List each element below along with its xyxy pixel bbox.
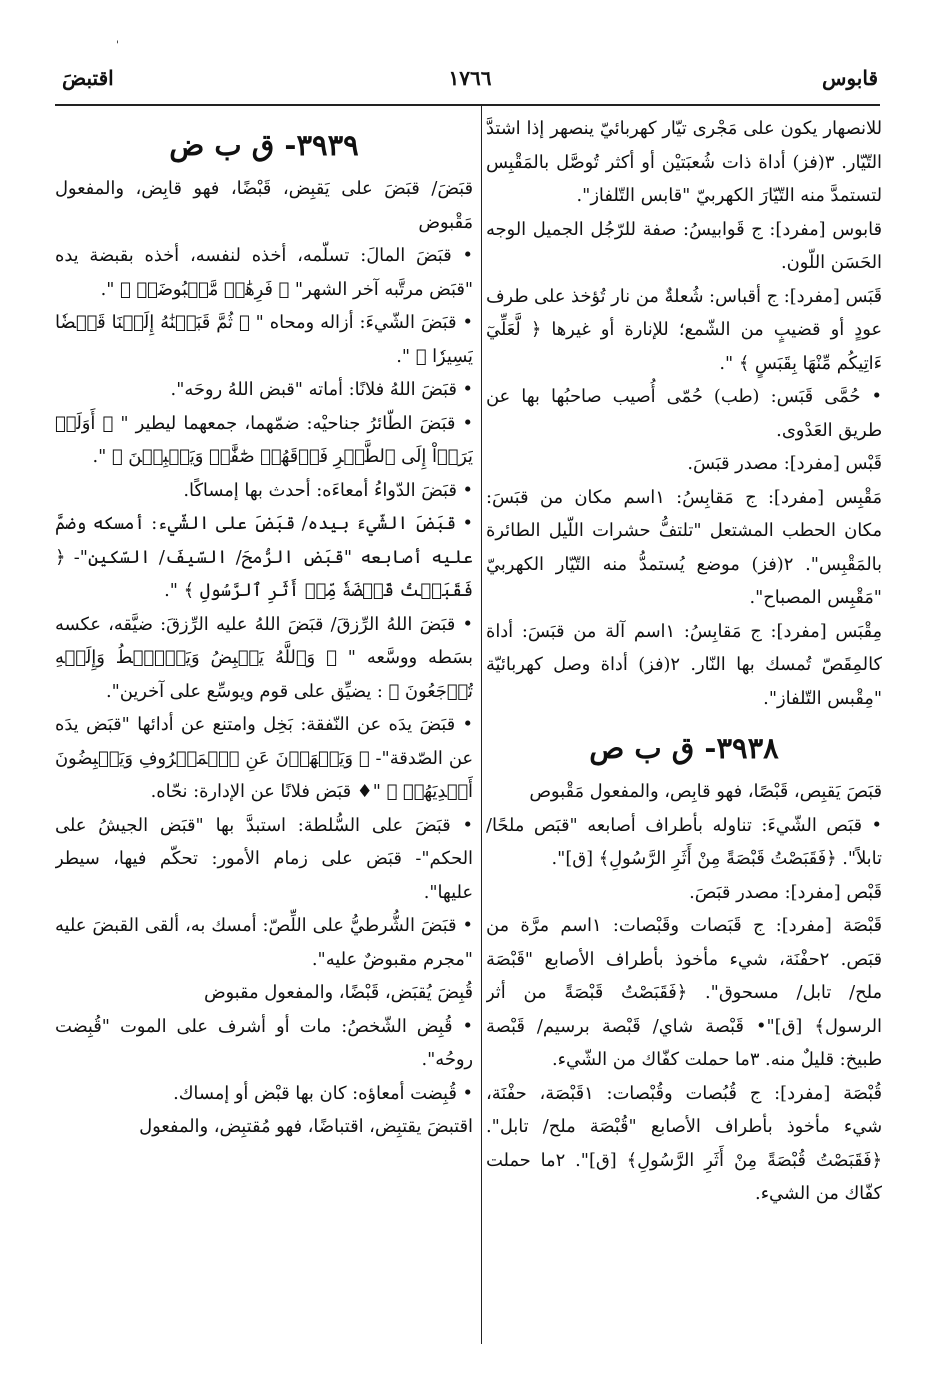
header-rule xyxy=(55,104,880,106)
entry-paragraph: • قبَضَ على السُّلطة: استبدَّ بها "قبَض الجيشُ على الحكم"- قبَض على زمام الأمور: تحكّم فيها، سيطر عليها". xyxy=(55,814,473,903)
header-left-word: اقتبضَ xyxy=(62,66,114,90)
entry-paragraph: • قبَص الشّيءَ: تناوله بأطراف أصابعه "قبَص ملحًا/ تابلاً". ﴿فَقَبَصْتُ قَبْصَةً مِنْ أَثَرِ الرَّسُولِ﴾ [ق]". xyxy=(486,814,882,869)
entry-paragraph: قُبِضَ يُقبَض، قَبْضًا، والمفعول مقبوض xyxy=(203,982,473,1003)
entry-paragraph: • قبَضَ اللهُ الرِّزقَ/ قبَضَ اللهُ عليه الرِّزقَ: ضيَّقه، عكسه بسَطه ووسَّعه " ﴿ وَٱللَّهُ يَقۡبِضُ وَيَبۡصُۜطُ وَإِلَيۡهِ تُرۡجَعُونَ ﴾ : يضيِّق على قوم ويوسِّع على آخرين". xyxy=(55,613,473,702)
entry-paragraph: قَبْص [مفرد]: مصدر قبَصَ. xyxy=(689,881,882,903)
entry-paragraph: • قبَضَ المالَ: تسلّمه، أخذه لنفسه، أخذه بقبضة يده "قبَض مرتَّبه آخر الشهر" ﴿ فَرِهَٰنٞ مَّقۡبُوضَةٞ ﴾ ". xyxy=(55,245,473,300)
entry-paragraph: للانصهار يكون على مَجْرى تيّار كهربائيّ ينصهر إذا اشتدَّ التّيّار. ٣(فز) أداة ذات شُعبَتيْن أو أكثر تُوصَّل بالمَقْبِس لتستمدَّ منه التّيّارَ الكهربيّ "قابس التّلفاز". xyxy=(486,118,882,206)
entry-paragraph: • قبَضَ الطّائرُ جناحيْه: ضمّهما، جمعهما ليطير " ﴿ أَوَلَمۡ يَرَوۡاْ إِلَى ٱلطَّيۡرِ فَوۡقَهُمۡ صَٰٓفَّٰتٖ وَيَقۡبِضۡنَ ﴾ ". xyxy=(55,412,473,467)
entry-paragraph: قَبْس [مفرد]: مصدر قبَسَ. xyxy=(687,453,882,474)
entry-paragraph: • قُبِض الشّخصُ: مات أو أشرف على الموت "قُبِضت روحُه". xyxy=(55,1015,473,1070)
entry-paragraph: • قبَضَ الشّيءَ: أزاله ومحاه " ﴿ ثُمَّ قَبَضۡنَٰهُ إِلَيۡنَا قَبۡضٗا يَسِيرٗا ﴾ ". xyxy=(55,312,473,367)
entry-paragraph: • قبَضَ الشّيءَ بيده/ قبَضَ على الشّيء: أمسكه وضمَّ عليه أصابعه "قبَض الرُّمحَ/ السّيفَ/ السّكين"- ﴿ فَقَبَضۡتُ قَبۡضَةٗ مِّنۡ أَثَرِ ٱلرَّسُولِ ﴾ ". xyxy=(55,513,473,601)
page-number: ١٧٦٦ xyxy=(448,66,492,90)
right-column xyxy=(486,112,882,1352)
entry-paragraph: قَبَس [مفرد]: ج أقباس: شُعلةٌ من نار تُؤخذ على طرف عودٍ أو قضيبٍ من الشّمع؛ للإنارة أو غيرها ﴿ لَّعَلِّيٓ ءَاتِيكُم مِّنْهَا بِقَبَسٍ ﴾ ". xyxy=(486,285,882,374)
entry-paragraph: • قبَضَ الشُّرطيُّ على اللِّصّ: أمسك به، ألقى القبضَ عليه "مجرم مقبوضٌ عليه". xyxy=(55,915,473,970)
entry-paragraph: قبَضَ/ قبَضَ على يَقبِض، قَبْضًا، فهو قابِض، والمفعول مَقْبوض xyxy=(55,178,473,233)
entry-paragraph: قابوس [مفرد]: ج قَوابيسُ: صفة للرّجُل الجميل الوجه الحَسَن اللّون. xyxy=(486,218,882,273)
entry-paragraph: • حُمَّى قَبَس: (طب) حُمّى أُصيب صاحبُها بها عن طريق العَدْوى. xyxy=(486,386,882,441)
header-right-word: قابوس xyxy=(822,66,878,90)
entry-paragraph: • قُبِضت أمعاؤه: كان بها قبْض أو إمساك. xyxy=(173,1082,473,1104)
entry-paragraph: قُبْصَة [مفرد]: ج قُبُصات وقُبْصات: ١قَبْصَة، حفْنَة، شيء مأخوذ بأطراف الأصابع "قُبْصَة ملح/ تابل". ﴿فَقَبَصْتُ قُبْصَةً مِنْ أَثَرِ الرَّسُولِ﴾ [ق]". ٢ما حملت كفّاك من الشيء. xyxy=(486,1082,882,1204)
entry-paragraph: • قبَضَ يدَه عن النّفقة: بَخِل وامتنع عن أدائها "قبَض يدَه عن الصّدقة"- ﴿ وَيَنۡهَوۡنَ عَنِ ٱلۡمَعۡرُوفِ وَيَقۡبِضُونَ أَيۡدِيَهُمۡ ﴾ "♦ قبَض فلانًا عن الإدارة: نحّاه. xyxy=(55,714,473,802)
left-column xyxy=(55,112,473,1352)
entry-paragraph: • قبَضَ الدّواءُ أمعاءَه: أحدث بها إمساكًا. xyxy=(183,479,473,501)
root-heading: ٣٩٣٩- ق ب ض xyxy=(169,128,359,162)
entry-paragraph: اقتبضَ يقتبِض، اقتباضًا، فهو مُقتبِض، والمفعول xyxy=(139,1116,473,1137)
entry-paragraph: قبَصَ يَقبِص، قَبْصًا، فهو قابِص، والمفعول مَقْبوص xyxy=(529,781,882,802)
entry-paragraph: • قبَضَ اللهُ فلانًا: أماته "قبض اللهُ روحَه". xyxy=(170,379,473,400)
column-divider xyxy=(481,104,482,1344)
entry-paragraph: قَبْصَة [مفرد]: ج قَبَصات وقَبْصات: ١اسم مرَّة من قبَص. ٢حفْنَة، شيء مأخوذ بأطراف الأصابع "قَبْصَة ملح/ تابل/ مسحوق". ﴿فَقَبَصْتُ قَبْصَةً من أثر الرسول﴾ [ق]"• قَبْصة شاي/ قَبْصة برسيم/ قَبْصة طبيخ: قليلٌ منه. ٣ما حملت كفّاك من الشّيء. xyxy=(486,915,882,1070)
entry-paragraph: مِقْبَس [مفرد]: ج مَقابِسُ: ١اسم آلة من قبَسَ: أداة كالمِقَصّ تُمسك بها النّار. ٢(فز) أداة وصل كهربائيّة "مِقْبس التّلفاز". xyxy=(486,620,882,709)
root-heading: ٣٩٣٨- ق ب ص xyxy=(589,731,779,765)
entry-paragraph: مَقْبِس [مفرد]: ج مَقابِسُ: ١اسم مكان من قبَسَ: مكان الحطب المشتعل "تلتفُّ حشرات اللّيل الطائرة بالمَقْبِس". ٢(فز) موضع يُستمدُّ منه التّيّار الكهربيّ "مَقْبِس المصباح". xyxy=(486,486,882,608)
corner-mark: ' xyxy=(116,40,119,51)
